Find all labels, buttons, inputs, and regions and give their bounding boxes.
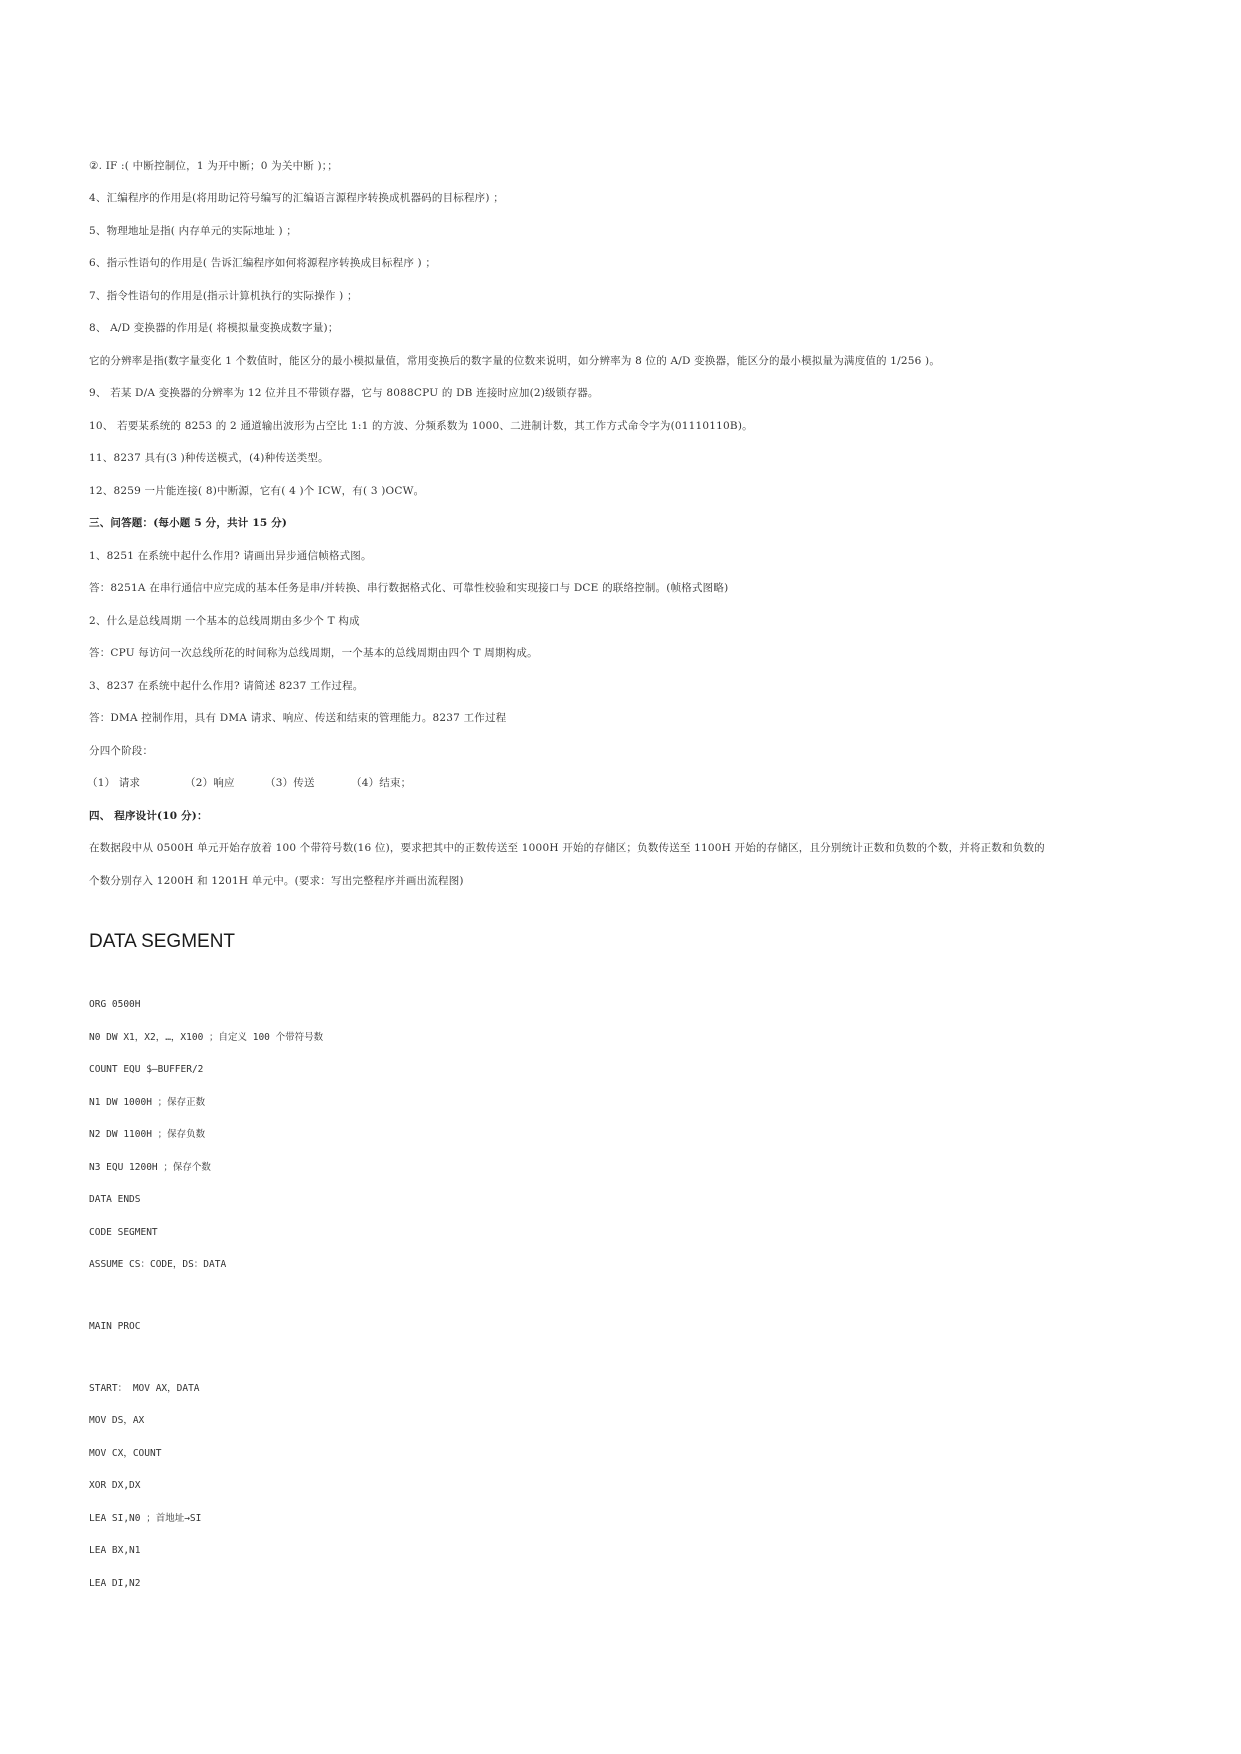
text-line-q6: 6、指示性语句的作用是( 告诉汇编程序如何将源程序转换成目标程序 ) ；	[89, 257, 437, 269]
text-line-q4: 4、汇编程序的作用是(将用助记符号编写的汇编语言源程序转换成机器码的目标程序) ；	[89, 192, 504, 204]
code-heading: DATA SEGMENT	[89, 931, 236, 952]
text-line-q7: 7、指令性语句的作用是(指示计算机执行的实际操作 ) ；	[89, 290, 358, 302]
code-line: MAIN PROC	[89, 1321, 141, 1332]
text-line-q11: 11、8237 具有(3 )种传送模式，(4)种传送类型。	[89, 452, 329, 464]
answer-3-stages	[87, 776, 411, 790]
program-task-line-2: 个数分别存入 1200H 和 1201H 单元中。(要求：写出完整程序并画出流程图)	[89, 875, 464, 887]
answer-3: 答：DMA 控制作用，具有 DMA 请求、响应、传送和结束的管理能力。8237 工作过程	[89, 712, 507, 724]
question-3: 3、8237 在系统中起什么作用? 请简述 8237 工作过程。	[89, 680, 364, 692]
code-line: START： MOV AX，DATA	[89, 1383, 200, 1394]
answer-2: 答：CPU 每访问一次总线所花的时间称为总线周期，一个基本的总线周期由四个 T 周期构成。	[89, 647, 538, 659]
answer-3-stages-intro: 分四个阶段：	[89, 745, 154, 757]
text-line-q12: 12、8259 一片能连接( 8)中断源，它有( 4 )个 ICW，有( 3 )OCW。	[89, 485, 425, 497]
code-line: LEA SI,N0 ；首地址→SI	[89, 1513, 202, 1524]
section-heading-qa: 三、问答题：(每小题 5 分，共计 15 分)	[89, 517, 288, 529]
stage-request: （1） 请求	[87, 777, 141, 789]
code-line: N1 DW 1000H ；保存正数	[89, 1097, 206, 1108]
code-line: MOV CX，COUNT	[89, 1448, 162, 1459]
stage-transfer: （3）传送	[265, 777, 315, 789]
text-line-q10: 10、 若要某系统的 8253 的 2 通道输出波形为占空比 1:1 的方波、分频系数为 1000、二进制计数，其工作方式命令字为(01110110B)。	[89, 420, 753, 432]
code-line: ORG 0500H	[89, 999, 141, 1010]
code-line: N3 EQU 1200H ；保存个数	[89, 1162, 211, 1173]
text-line-q5: 5、物理地址是指( 内存单元的实际地址 ) ；	[89, 225, 297, 237]
text-line-if-flag: ②. IF :( 中断控制位，1 为开中断；0 为关中断 )；；	[89, 160, 338, 172]
code-line: XOR DX,DX	[89, 1480, 141, 1491]
program-task-line-1: 在数据段中从 0500H 单元开始存放着 100 个带符号数(16 位)，要求把其中的正数传送至 1000H 开始的存储区；负数传送至 1100H 开始的存储区，且分别统计正数和负数的个数，并将正数和负数的	[89, 842, 1045, 854]
code-line: CODE SEGMENT	[89, 1227, 158, 1238]
stage-response: （2）响应	[185, 777, 235, 789]
code-line: MOV DS，AX	[89, 1415, 145, 1426]
code-line: DATA ENDS	[89, 1194, 141, 1205]
section-heading-program: 四、 程序设计(10 分)：	[89, 810, 208, 822]
code-line: N0 DW X1，X2，…，X100 ；自定义 100 个带符号数	[89, 1032, 324, 1043]
answer-1: 答：8251A 在串行通信中应完成的基本任务是串/并转换、串行数据格式化、可靠性校验和实现接口与 DCE 的联络控制。(帧格式图略)	[89, 582, 729, 594]
code-line: LEA DI,N2	[89, 1578, 141, 1589]
code-line: ASSUME CS：CODE，DS：DATA	[89, 1259, 227, 1270]
question-2: 2、什么是总线周期 一个基本的总线周期由多少个 T 构成	[89, 615, 360, 627]
question-1: 1、8251 在系统中起什么作用? 请画出异步通信帧格式图。	[89, 550, 372, 562]
code-line: LEA BX,N1	[89, 1545, 141, 1556]
code-line: COUNT EQU $—BUFFER/2	[89, 1064, 204, 1075]
stage-end: （4）结束；	[351, 777, 412, 789]
text-line-q8-resolution: 它的分辨率是指(数字量变化 1 个数值时，能区分的最小模拟量值，常用变换后的数字量的位数来说明，如分辨率为 8 位的 A/D 变换器，能区分的最小模拟量为满度值的 1/256 )。	[89, 355, 941, 367]
text-line-q8: 8、 A/D 变换器的作用是( 将模拟量变换成数字量)；	[89, 322, 339, 334]
text-line-q9: 9、 若某 D/A 变换器的分辨率为 12 位并且不带锁存器，它与 8088CPU 的 DB 连接时应加(2)级锁存器。	[89, 387, 599, 399]
code-line: N2 DW 1100H ；保存负数	[89, 1129, 206, 1140]
